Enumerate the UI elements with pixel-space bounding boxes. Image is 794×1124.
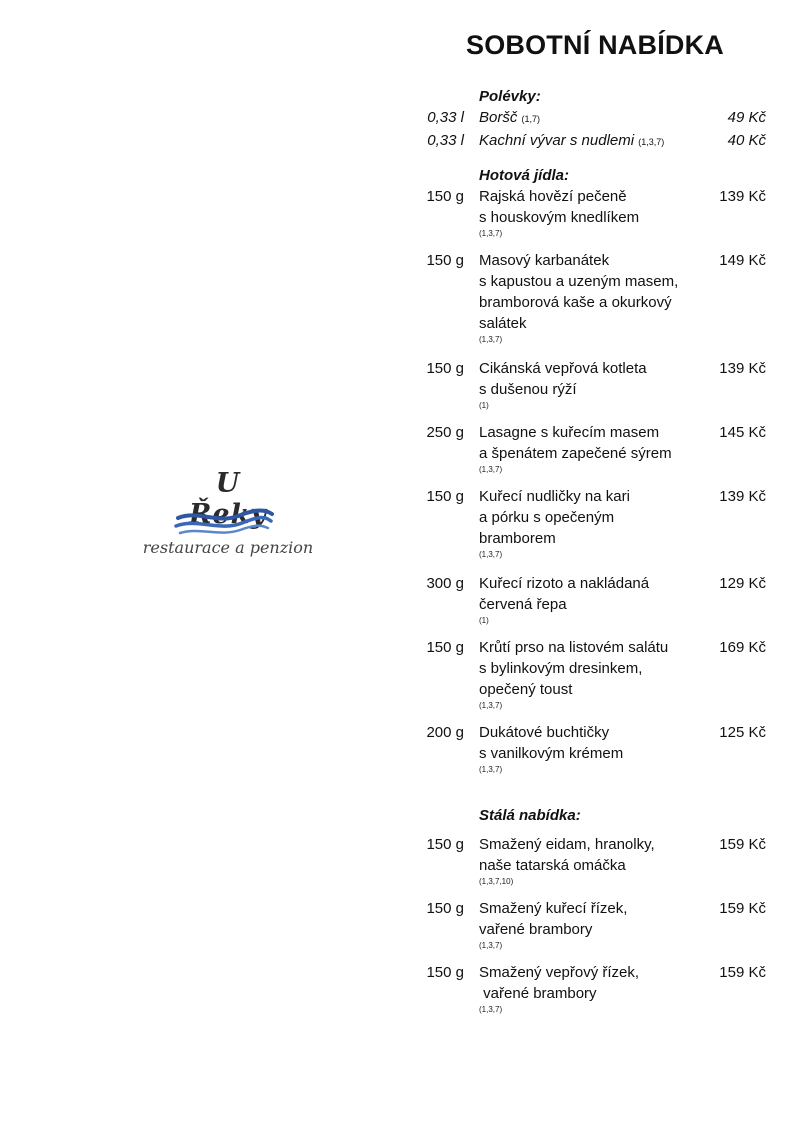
item-price: 169 Kč [719, 639, 766, 656]
item-allergens: (1,3,7) [479, 1005, 503, 1014]
item-name: Boršč [479, 109, 518, 126]
menu-item [412, 358, 772, 411]
item-quantity: 0,33 l [427, 109, 464, 126]
item-quantity: 150 g [426, 360, 464, 377]
item-name-line: Smažený kuřecí řízek, [479, 900, 628, 917]
item-price: 40 Kč [727, 132, 766, 149]
section-heading-ready-meals: Hotová jídla: [479, 167, 570, 184]
item-price: 139 Kč [719, 360, 766, 377]
menu-item [412, 898, 772, 951]
wave-icon [174, 504, 274, 540]
item-name-line: Cikánská vepřová kotleta [479, 360, 647, 377]
item-name-line: Smažený vepřový řízek, [479, 964, 640, 981]
item-quantity: 250 g [426, 424, 464, 441]
item-name-line: vařené brambory [479, 985, 597, 1002]
item-quantity: 150 g [426, 488, 464, 505]
item-allergens: (1,3,7) [479, 335, 503, 344]
menu-item [412, 722, 772, 775]
item-allergens: (1,3,7) [479, 765, 503, 774]
item-name-line: s houskovým knedlíkem [479, 209, 640, 226]
page-title: SOBOTNÍ NABÍDKA [466, 30, 724, 60]
item-quantity: 150 g [426, 188, 464, 205]
item-allergens: (1,3,7) [479, 465, 503, 474]
item-allergens: (1,3,7) [479, 550, 503, 559]
item-name-line: a pórku s opečeným [479, 509, 615, 526]
item-name-line: bramborem [479, 530, 556, 547]
menu-item [412, 107, 772, 130]
menu-list [412, 86, 772, 1015]
item-name-line: salátek [479, 315, 527, 332]
menu-item [412, 486, 772, 560]
item-allergens: (1,3,7) [479, 941, 503, 950]
item-price: 129 Kč [719, 575, 766, 592]
item-quantity: 150 g [426, 252, 464, 269]
item-price: 145 Kč [719, 424, 766, 441]
section-heading-permanent: Stálá nabídka: [479, 807, 581, 824]
item-name-line: červená řepa [479, 596, 567, 613]
item-name-line: Smažený eidam, hranolky, [479, 836, 655, 853]
item-quantity: 200 g [426, 724, 464, 741]
item-price: 159 Kč [719, 900, 766, 917]
item-name-line: s bylinkovým dresinkem, [479, 660, 643, 677]
item-quantity: 150 g [426, 900, 464, 917]
menu-item [412, 250, 772, 345]
item-name-line: Krůtí prso na listovém salátu [479, 639, 669, 656]
item-name-line: Dukátové buchtičky [479, 724, 610, 741]
menu-item [412, 130, 772, 153]
item-allergens: (1) [479, 616, 489, 625]
item-name-line: opečený toust [479, 681, 573, 698]
restaurant-logo [128, 468, 328, 568]
item-name: Kachní vývar s nudlemi [479, 132, 635, 149]
item-allergens: (1,3,7) [479, 229, 503, 238]
item-name-line: bramborová kaše a okurkový [479, 294, 672, 311]
menu-item [412, 834, 772, 887]
item-price: 49 Kč [727, 109, 766, 126]
item-price: 149 Kč [719, 252, 766, 269]
item-name-line: Kuřecí nudličky na kari [479, 488, 630, 505]
item-price: 139 Kč [719, 188, 766, 205]
item-name-line: naše tatarská omáčka [479, 857, 626, 874]
item-name-line: vařené brambory [479, 921, 593, 938]
item-quantity: 300 g [426, 575, 464, 592]
item-name-line: Kuřecí rizoto a nakládaná [479, 575, 650, 592]
menu-item [412, 422, 772, 475]
item-name-line: a špenátem zapečené sýrem [479, 445, 672, 462]
item-name-line: Masový karbanátek [479, 252, 610, 269]
item-name-line: s dušenou rýží [479, 381, 577, 398]
item-price: 139 Kč [719, 488, 766, 505]
menu-item [412, 573, 772, 626]
item-price: 159 Kč [719, 964, 766, 981]
item-quantity: 150 g [426, 836, 464, 853]
item-quantity: 150 g [426, 964, 464, 981]
item-name-line: Lasagne s kuřecím masem [479, 424, 660, 441]
menu-item [412, 962, 772, 1015]
item-allergens: (1,7) [521, 114, 541, 124]
item-name-line: s kapustou a uzeným masem, [479, 273, 679, 290]
logo-name: U Řeky [188, 468, 267, 530]
item-quantity: 0,33 l [427, 132, 464, 149]
item-allergens: (1,3,7,10) [479, 877, 514, 886]
item-name-line: Rajská hovězí pečeně [479, 188, 627, 205]
item-allergens: (1,3,7) [479, 701, 503, 710]
item-quantity: 150 g [426, 639, 464, 656]
item-allergens: (1) [479, 401, 489, 410]
item-price: 125 Kč [719, 724, 766, 741]
item-name-line: s vanilkovým krémem [479, 745, 624, 762]
menu-item [412, 186, 772, 239]
item-allergens: (1,3,7) [638, 137, 665, 147]
section-heading-soups: Polévky: [479, 88, 541, 105]
item-price: 159 Kč [719, 836, 766, 853]
menu-item [412, 637, 772, 711]
logo-subtitle: restaurace a penzion [142, 538, 314, 557]
